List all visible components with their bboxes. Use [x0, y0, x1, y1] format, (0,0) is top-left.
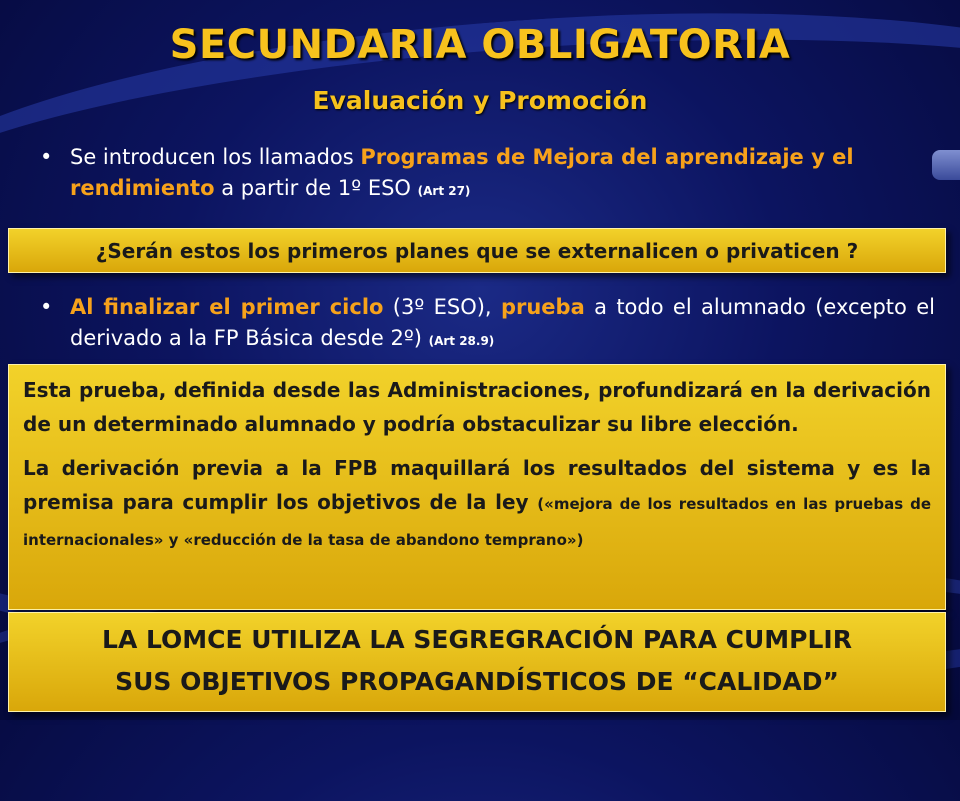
bullet-programas-mejora [40, 142, 935, 207]
bullet-highlight: Al finalizar el primer ciclo [70, 295, 384, 319]
conclusion-box [8, 612, 946, 712]
question-box: ¿Serán estos los primeros planes que se externalicen o privaticen ? [8, 228, 946, 273]
bullet-marker: • [40, 295, 53, 319]
conclusion-line: LA LOMCE UTILIZA LA SEGREGRACIÓN PARA CUMPLIR [102, 625, 852, 654]
conclusion-line: SUS OBJETIVOS PROPAGANDÍSTICOS DE “CALIDAD” [115, 667, 839, 696]
bullet-text-part: a todo el alumnado (excepto el derivado a la FP Básica desde 2º) [70, 295, 935, 350]
slide-subtitle: Evaluación y Promoción [312, 86, 648, 115]
bullet-text [70, 142, 935, 207]
slide-title: SECUNDARIA OBLIGATORIA [169, 22, 791, 68]
bullet-text-part: Se introducen los llamados [70, 145, 361, 169]
commentary-text: La derivación previa a la FPB maquillará los resultados del sistema y es la premisa para cumplir los objetivos de la ley [23, 456, 931, 514]
bullet-text [70, 292, 935, 357]
bullet-prueba-primer-ciclo [40, 292, 935, 357]
commentary-small-text: («mejora de los resultados en las pruebas de internacionales» y «reducción de la tasa de abandono temprano») [23, 495, 931, 549]
bullet-marker: • [40, 145, 53, 169]
commentary-paragraph [23, 451, 931, 557]
commentary-box [8, 364, 946, 610]
bullet-highlight: prueba [500, 295, 585, 319]
article-reference: (Art 27) [417, 184, 471, 198]
commentary-paragraph: Esta prueba, definida desde las Administraciones, profundizará en la derivación de un determinado alumnado y podría obstaculizar su libre elección. [23, 378, 931, 436]
bullet-highlight: Programas de Mejora del aprendizaje y el rendimiento [70, 145, 854, 200]
bullet-text-part: a partir de 1º ESO [214, 176, 418, 200]
decorative-tab [932, 150, 960, 180]
bullet-text-part: (3º ESO), [383, 295, 501, 319]
article-reference: (Art 28.9) [428, 334, 495, 348]
